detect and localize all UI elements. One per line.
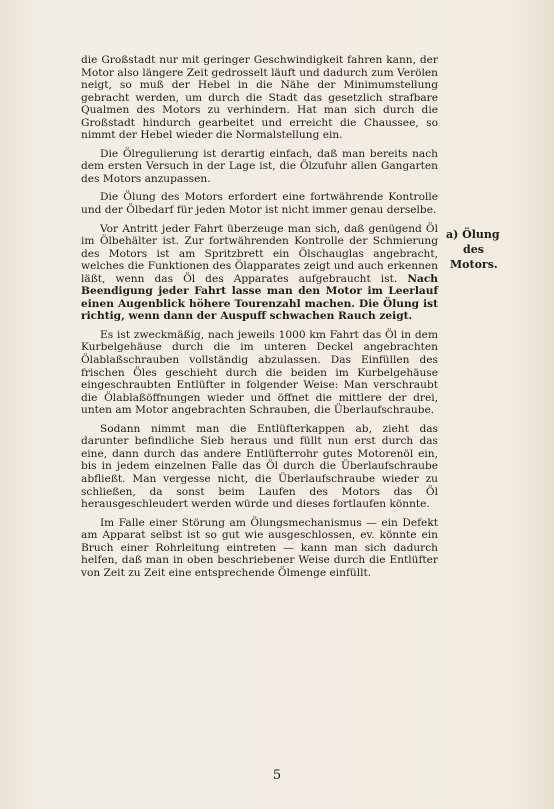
paragraph-4-text: Vor Antritt jeder Fahrt überzeuge man sich, daß genügend Öl im Ölbehälter ist. Zur fortwährenden Kontrolle der Schmierung des Motors ist am Spritzbrett ein Ölschauglas angebracht, welches die Funktionen des Ölapparates zeigt und auch erkennen läßt, wenn das Öl des Apparates aufgebraucht ist. <box>81 222 438 285</box>
paragraph-2: Die Ölregulierung ist derartig einfach, daß man bereits nach dem ersten Versuch in der Lage ist, die Ölzufuhr allen Gangarten des Motors anzupassen. <box>81 147 438 185</box>
margin-note-line-2: des <box>463 242 484 256</box>
paragraph-7: Im Falle einer Störung am Ölungsmechanismus — ein Defekt am Apparat selbst ist so gut wie ausgeschlossen, ev. könnte ein Bruch einer Rohrleitung eintreten — kann man sich dadurch helfen, daß man in oben beschriebener Weise durch die Entlüfter von Zeit zu Zeit eine entsprechende Ölmenge einfüllt. <box>81 516 438 579</box>
paragraph-3: Die Ölung des Motors erfordert eine fortwährende Kontrolle und der Ölbedarf für jeden Motor ist nicht immer genau derselbe. <box>81 191 438 217</box>
margin-note-line-1: a) Ölung <box>446 228 500 241</box>
margin-note-line-3: Motors. <box>450 257 498 271</box>
paragraph-5: Es ist zweckmäßig, nach jeweils 1000 km Fahrt das Öl in dem Kurbelgehäuse durch die im unteren Deckel angebrachten Ölablaßschrauben vollständig abzulassen. Das Einfüllen des frischen Öles geschieht durch die beiden im Kurbelgehäuse eingeschraubten Entlüfter in folgender Weise: Man verschraubt die Ölablaßöffnungen wieder und öffnet die mittlere der drei, unten am Motor angebrachten Schrauben, die Überlaufschraube. <box>81 328 438 417</box>
paragraph-4-bold-instruction: Nach Beendigung jeder Fahrt lasse man den Motor im Leerlauf einen Augenblick höhere Tourenzahl machen. Die Ölung ist richtig, wenn dann der Auspuff schwachen Rauch zeigt. <box>81 272 439 323</box>
page-number: 5 <box>272 768 282 783</box>
paragraph-6: Sodann nimmt man die Entlüfterkappen ab, zieht das darunter befindliche Sieb heraus und füllt nun erst durch das eine, dann durch das andere Entlüfterrohr gutes Motorenöl ein, bis in jedem einzelnen Falle das Öl durch die Überlaufschraube abfließt. Man vergesse nicht, die Überlaufschraube wieder zu schließen, da sonst beim Laufen des Motors das Öl herausgeschleudert werden würde und dieses fortlaufen könnte. <box>81 422 438 511</box>
margin-note-oelung-des-motors <box>446 228 516 272</box>
paragraph-1: die Großstadt nur mit geringer Geschwindigkeit fahren kann, der Motor also längere Zeit gedrosselt läuft und dadurch zum Verölen neigt, so muß der Hebel in die Nähe der Minimumstellung gebracht werden, um durch die Stadt das gesetzlich strafbare Qualmen des Motors zu verhindern. Hat man sich durch die Großstadt hindurch gearbeitet und erreicht die Chaussee, so nimmt der Hebel wieder die Normalstellung ein. <box>81 54 438 142</box>
paragraph-4 <box>81 223 438 323</box>
body-text-column <box>81 54 438 585</box>
